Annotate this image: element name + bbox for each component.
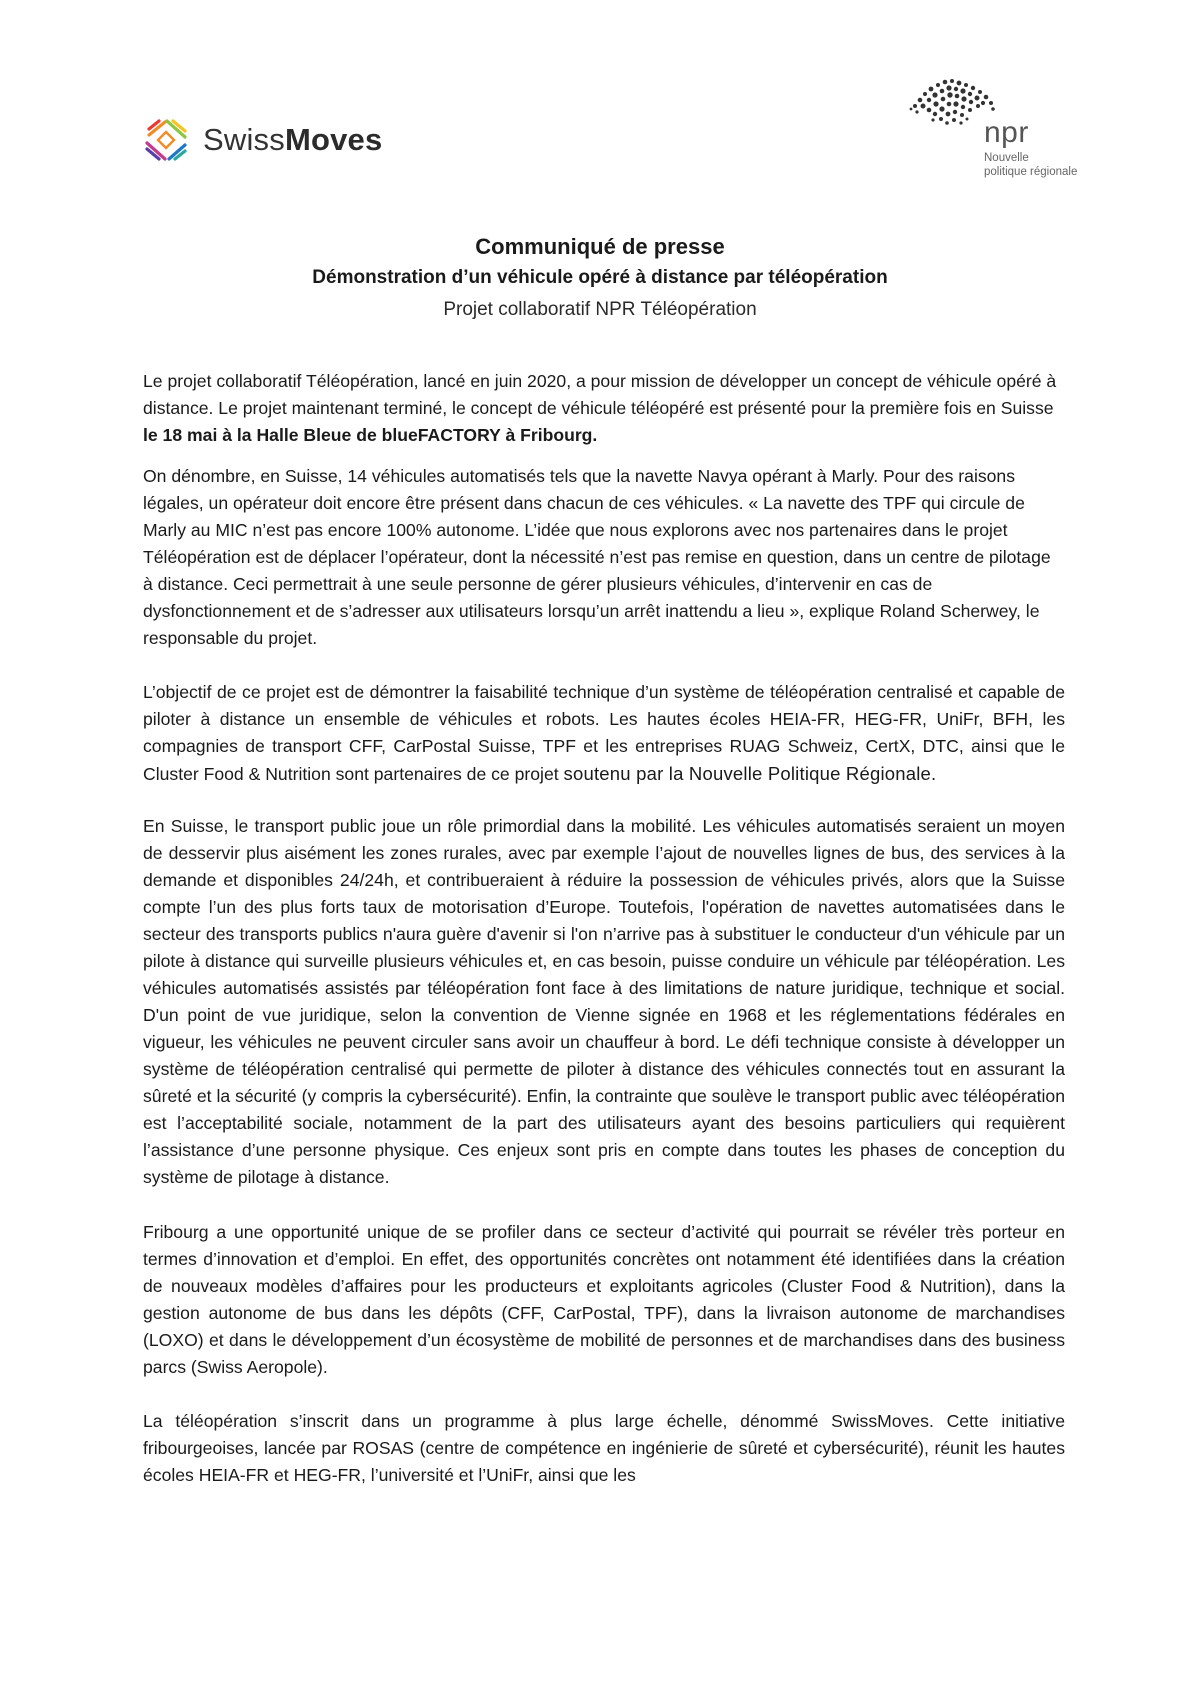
document-subtitle: Démonstration d’un véhicule opéré à distance par téléopération xyxy=(312,267,888,288)
npr-logo xyxy=(905,76,1078,178)
npr-subtitle-line2: politique régionale xyxy=(984,166,1078,178)
project-name: Projet collaboratif NPR Téléopération xyxy=(443,299,757,320)
paragraph-objective-text: L’objectif de ce projet est de démontrer la faisabilité technique d’un système de téléopération centralisé et capable de piloter à distance un ensemble de véhicules et robots. Les hautes écoles HEIA-FR, HEG-FR, UniFr, BFH, les compagnies de transport CFF, CarPostal Suisse, TPF et les entreprises RUAG Schweiz, CertX, DTC, ainsi que le Cluster Food & Nutrition sont partenaires de ce projet xyxy=(143,682,1065,784)
document-title: Communiqué de presse xyxy=(475,234,725,259)
swissmoves-logo xyxy=(143,114,382,166)
paragraph-public-transport: En Suisse, le transport public joue un rôle primordial dans la mobilité. Les véhicules automatisés seraient un moyen de desservir plus aisément les zones rurales, avec par exemple l’ajout de nouvelles lignes de bus, des services à la demande et disponibles 24/24h, et contribueraient à réduire la possession de véhicules privés, alors que la Suisse compte l’un des plus forts taux de motorisation d’Europe. Toutefois, l'opération de navettes automatisées dans le secteur des transports publics n'aura guère d'avenir si l'on n’arrive pas à substituer le conducteur d'un véhicule par un pilote à distance qui surveille plusieurs véhicules et, en cas besoin, puisse conduire un véhicule par téléopération. Les véhicules automatisés assistés par téléopération font face à des limitations de nature juridique, technique et social. D'un point de vue juridique, selon la convention de Vienne signée en 1968 et les réglementations fédérales en vigueur, les véhicules ne peuvent circuler sans avoir un chauffeur à bord. Le défi technique consiste à développer un système de téléopération centralisé qui permette de piloter à distance des véhicules connectés tout en assurant la sûreté et la sécurité (y compris la cybersécurité). Enfin, la contrainte que soulève le transport public avec téléopération est l’acceptabilité sociale, notamment de la part des utilisateurs ayant des besoins particuliers qui requièrent l’assistance d’une personne physique. Ces enjeux sont pris en compte dans toutes les phases de conception du système de pilotage à distance. xyxy=(143,816,1065,1187)
swissmoves-wordmark: SwissMoves xyxy=(203,122,383,157)
paragraph-intro-text: Le projet collaboratif Téléopération, lancé en juin 2020, a pour mission de développer un concept de véhicule opéré à distance. Le projet maintenant terminé, le concept de véhicule téléopéré est présenté pour la première fois en Suisse xyxy=(143,371,1057,418)
paragraph-objective xyxy=(143,679,1065,788)
press-release-body xyxy=(143,368,1065,1489)
title-block xyxy=(140,232,1060,325)
swissmoves-mark-icon xyxy=(143,117,189,163)
npr-wordmark: npr xyxy=(984,116,1029,149)
paragraph-swissmoves: La téléopération s’inscrit dans un programme à plus large échelle, dénommé SwissMoves. Cette initiative fribourgeoises, lancée par ROSAS (centre de compétence en ingénierie de sûreté et cybersécurité), réunit les hautes écoles HEIA-FR et HEG-FR, l’université et l’UniFr, ainsi que les xyxy=(143,1411,1065,1485)
npr-subtitle-line1: Nouvelle xyxy=(984,152,1029,164)
paragraph-objective-support: soutenu par la Nouvelle Politique Régionale. xyxy=(563,763,937,784)
paragraph-vehicles: On dénombre, en Suisse, 14 véhicules automatisés tels que la navette Navya opérant à Marly. Pour des raisons légales, un opérateur doit encore être présent dans chacun de ces véhicules. « La navette des TPF qui circule de Marly au MIC n’est pas encore 100% autonome. L’idée que nous explorons avec nos partenaires dans le projet Téléopération est de déplacer l’opérateur, dont la nécessité n’est pas remise en question, dans un centre de pilotage à distance. Ceci permettrait à une seule personne de gérer plusieurs véhicules, d’intervenir en cas de dysfonctionnement et de s’adresser aux utilisateurs lorsqu’un arrêt inattendu a lieu », explique Roland Scherwey, le responsable du projet. xyxy=(143,466,1051,648)
event-date-location: le 18 mai à la Halle Bleue de blueFACTORY à Fribourg. xyxy=(143,425,598,445)
paragraph-intro xyxy=(143,368,1065,449)
paragraph-fribourg: Fribourg a une opportunité unique de se profiler dans ce secteur d’activité qui pourrait se révéler très porteur en termes d’innovation et d’emploi. En effet, des opportunités concrètes ont notamment été identifiées dans la création de nouveaux modèles d’affaires pour les producteurs et exploitants agricoles (Cluster Food & Nutrition), dans la gestion autonome de bus dans les dépôts (CFF, CarPostal, TPF), dans la livraison autonome de marchandises (LOXO) et dans le développement d’un écosystème de mobilité de personnes et de marchandises dans des business parcs (Swiss Aeropole). xyxy=(143,1222,1065,1377)
